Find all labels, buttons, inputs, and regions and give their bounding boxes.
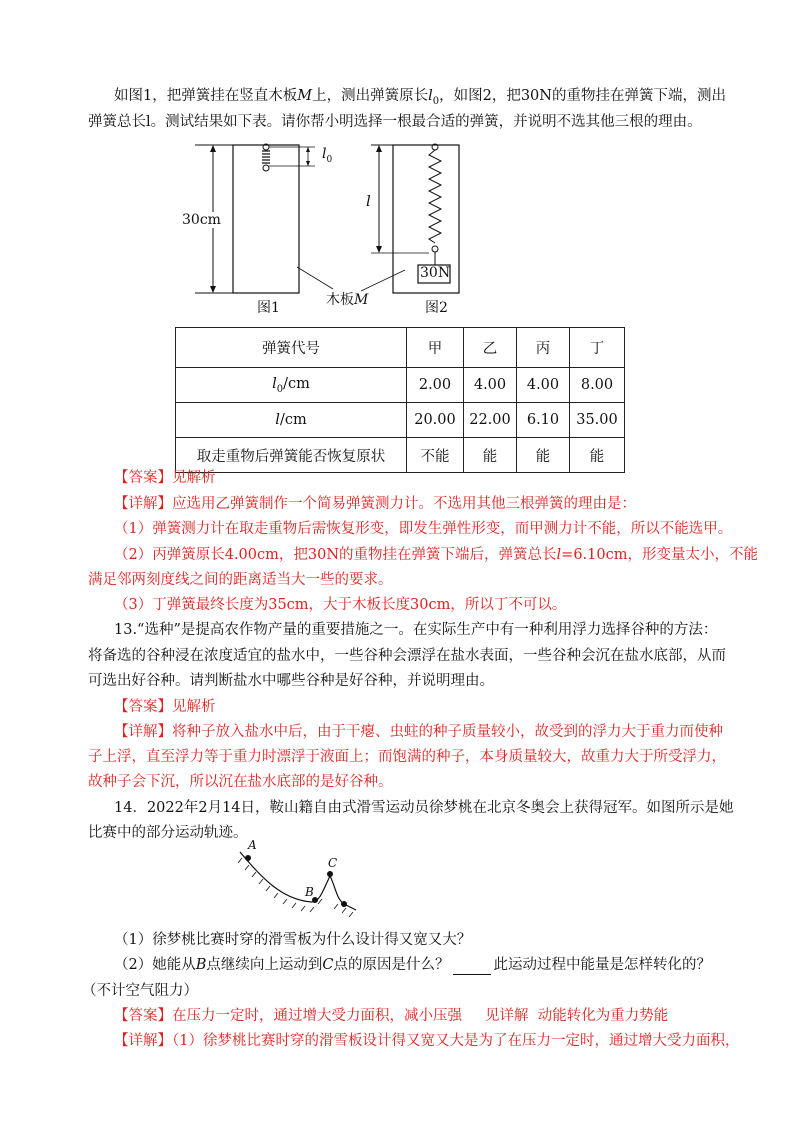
q12-answer: 【答案】见解析 [114, 470, 216, 486]
table-cell: 不能 [407, 438, 464, 473]
q12-point-2b: 满足邻两刻度线之间的距离适当大一些的要求。 [88, 572, 393, 588]
q14-detail: 【详解】（1）徐梦桃比赛时穿的滑雪板设计得又宽又大是为了在压力一定时，通过增大受力面积， [114, 1033, 740, 1049]
q13-answer: 【答案】见解析 [114, 699, 216, 715]
q14-line-2: 比赛中的部分运动轨迹。 [88, 825, 248, 841]
point-c-label: C [328, 856, 338, 870]
table-cell: l/cm [176, 403, 407, 438]
fig1-height-label: 30cm [182, 212, 221, 228]
point-a-dot [245, 855, 251, 861]
weight-label: 30N [420, 265, 451, 281]
point-a-label: A [248, 838, 257, 852]
table-cell: 乙 [464, 328, 517, 368]
fig1-caption: 图1 [257, 300, 280, 316]
table-cell: 4.00 [517, 368, 570, 403]
fig2-caption: 图2 [425, 300, 448, 316]
q14-sub-2: （2）她能从B点继续向上运动到C点的原因是什么？ 此运动过程中能量是怎样转化的？ [114, 957, 711, 973]
q12-detail: 【详解】应选用乙弹簧制作一个简易弹簧测力计。不选用其他三根弹簧的理由是： [114, 496, 636, 512]
answer-blank [453, 960, 491, 975]
q13-line-1: 13.“选种”是提高农作物产量的重要措施之一。在实际生产中有一种利用浮力选择谷种的方法： [114, 622, 718, 638]
point-c-dot [327, 871, 333, 877]
q14-sub-1: （1）徐梦桃比赛时穿的滑雪板为什么设计得又宽又大？ [114, 932, 472, 948]
table-cell: 弹簧代号 [176, 328, 407, 368]
intro-line-2: 弹簧总长l。测试结果如下表。请你帮小明选择一根最合适的弹簧，并说明不选其他三根的理由。 [88, 114, 702, 130]
q12-point-1: （1）弹簧测力计在取走重物后需恢复形变，即发生弹性形变，而甲测力计不能，所以不能选甲。 [114, 521, 733, 537]
table-cell: 能 [570, 438, 625, 473]
q12-point-2a: （2）丙弹簧原长4.00cm，把30N的重物挂在弹簧下端后，弹簧总长l=6.10cm，形变量太小，不能 [114, 547, 758, 563]
q14-line-1: 14．2022年2月14日，鞍山籍自由式滑雪运动员徐梦桃在北京冬奥会上获得冠军。如图所示是她 [114, 800, 734, 816]
table-cell: 甲 [407, 328, 464, 368]
table-cell: 能 [464, 438, 517, 473]
table-cell: 20.00 [407, 403, 464, 438]
table-cell: 取走重物后弹簧能否恢复原状 [176, 438, 407, 473]
table-row [176, 368, 625, 403]
table-cell: 能 [517, 438, 570, 473]
q13-detail-2: 子上浮，直至浮力等于重力时漂浮于液面上；而饱满的种子，本身质量较大，故重力大于所受浮力， [88, 749, 726, 765]
q14-answer: 【答案】在压力一定时，通过增大受力面积，减小压强 见详解 动能转化为重力势能 [114, 1008, 669, 1024]
table-cell: $l_0/cm$ [176, 368, 407, 403]
spring-table [175, 327, 625, 473]
q13-line-2: 将备选的谷种浸在浓度适宜的盐水中，一些谷种会漂浮在盐水表面，一些谷种会沉在盐水底部，从而 [88, 648, 726, 664]
q13-line-3: 可选出好谷种。请判断盐水中哪些谷种是好谷种，并说明理由。 [88, 673, 494, 689]
spring-figure-1 [262, 151, 270, 163]
table-cell: 2.00 [407, 368, 464, 403]
q13-detail-1: 【详解】将种子放入盐水中后，由于干瘪、虫蛀的种子质量较小，故受到的浮力大于重力而使种 [114, 724, 723, 740]
q14-sub-2c: （不计空气阻力） [82, 983, 198, 999]
table-cell: 丁 [570, 328, 625, 368]
table-cell: 35.00 [570, 403, 625, 438]
slope-surface [240, 852, 356, 910]
table-cell: 8.00 [570, 368, 625, 403]
table-cell: 22.00 [464, 403, 517, 438]
table-cell: 6.10 [517, 403, 570, 438]
table-cell: 丙 [517, 328, 570, 368]
fig1-l0-label: $l_0$ [322, 146, 333, 165]
board-figure-1 [233, 145, 299, 293]
intro-line-1: 如图1，把弹簧挂在竖直木板M上，测出弹簧原长$l_0$，如图2，把30N的重物挂在弹簧下端，测出 [114, 88, 726, 107]
q13-detail-3: 故种子会下沉，所以沉在盐水底部的是好谷种。 [88, 774, 393, 790]
table-cell: 4.00 [464, 368, 517, 403]
fig2-l-label: l [366, 192, 371, 210]
table-row [176, 403, 625, 438]
end-point-dot [341, 901, 347, 907]
table-header-row [176, 328, 625, 368]
spring-figure-2 [429, 150, 441, 243]
point-b-label: B [305, 885, 314, 899]
board-label: 木板M [326, 292, 369, 308]
q12-point-3: （3）丁弹簧最终长度为35cm，大于木板长度30cm，所以丁不可以。 [114, 597, 567, 613]
